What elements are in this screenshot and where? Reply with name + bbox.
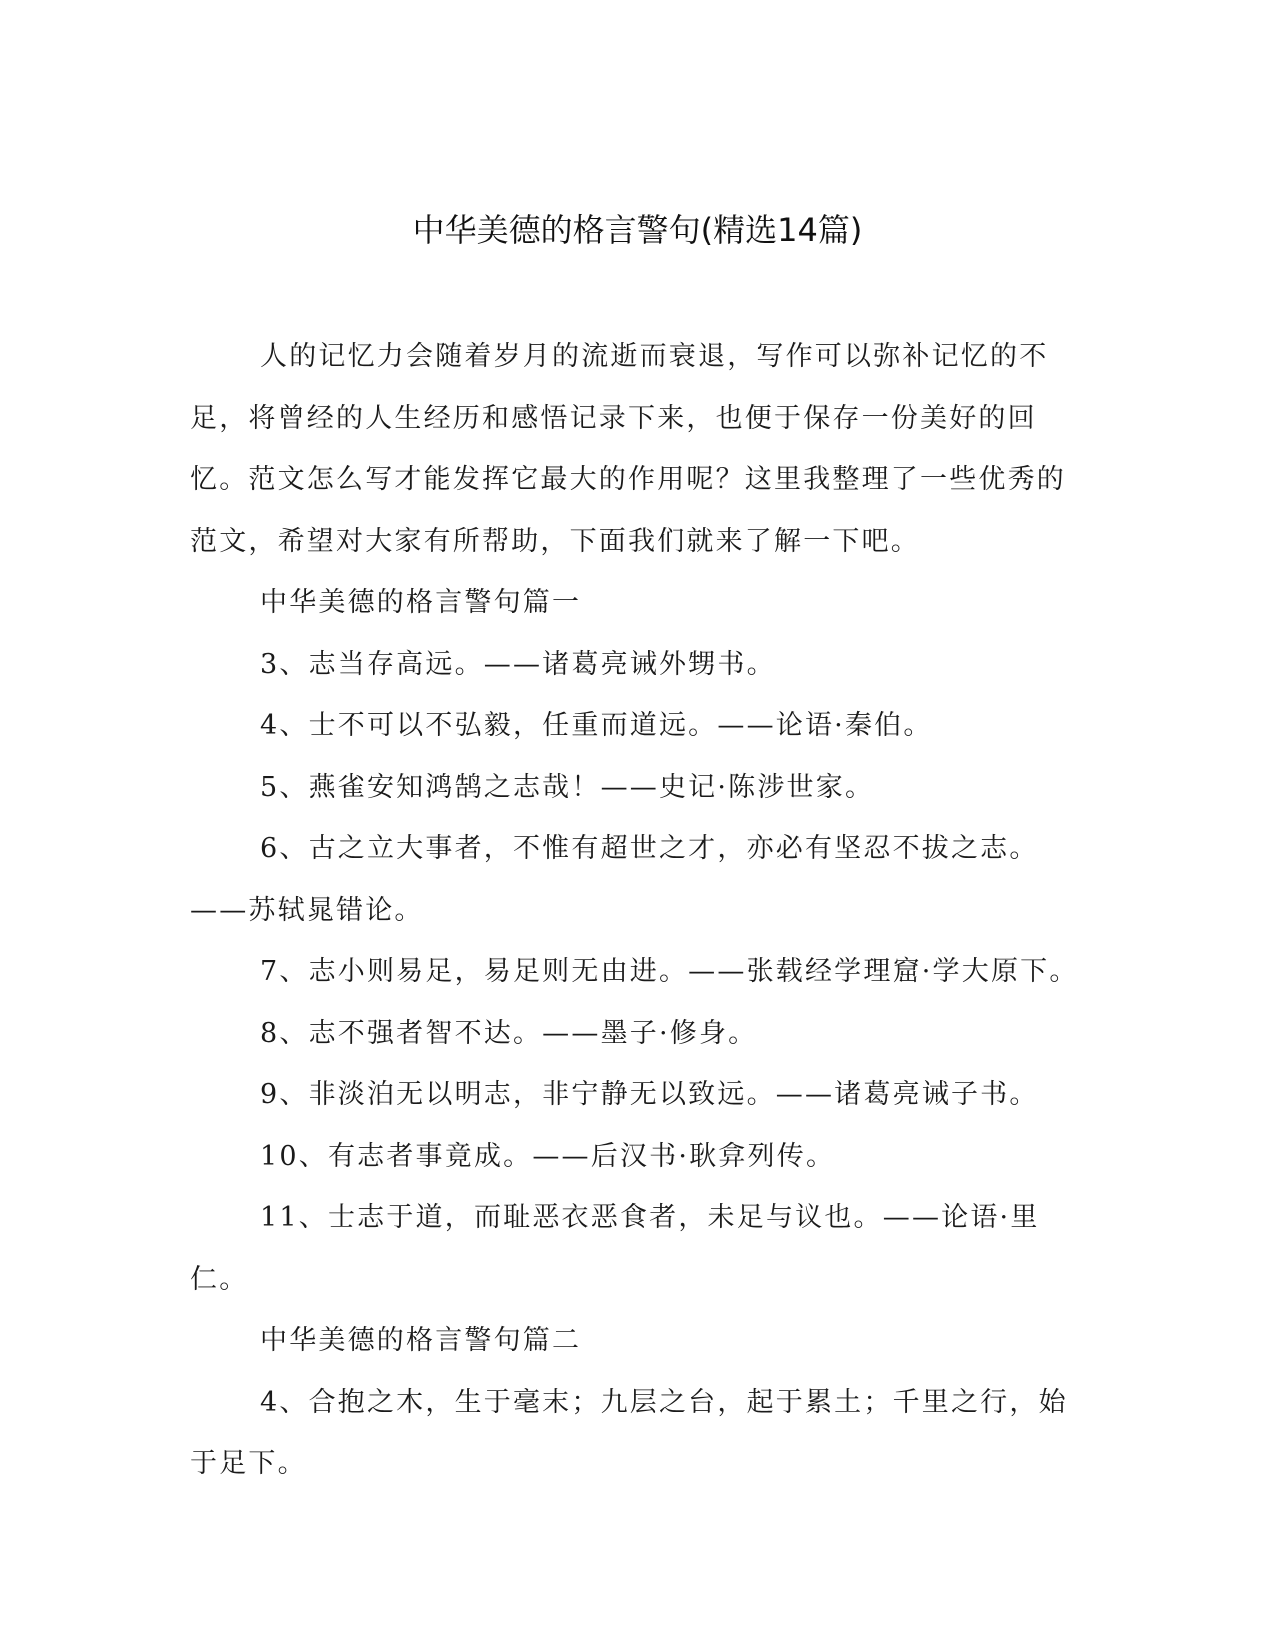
- quote-item: 7、志小则易足，易足则无由进。——张载经学理窟·学大原下。: [260, 956, 1079, 987]
- quote-item: 4、合抱之木，生于毫末；九层之台，起于累土；千里之行，始于足下。: [190, 1386, 1068, 1479]
- quote-item: 5、燕雀安知鸿鹄之志哉！——史记·陈涉世家。: [260, 771, 875, 803]
- quote-item: 11、士志于道，而耻恶衣恶食者，未足与议也。——论语·里仁。: [190, 1202, 1040, 1295]
- section-heading-2: 中华美德的格言警句篇二: [260, 1325, 582, 1356]
- quote-item: 8、志不强者智不达。——墨子·修身。: [260, 1017, 758, 1049]
- quote-item: 3、志当存高远。——诸葛亮诫外甥书。: [260, 648, 776, 680]
- quote-item: 9、非淡泊无以明志，非宁静无以致远。——诸葛亮诫子书。: [260, 1079, 1039, 1110]
- section-heading-1: 中华美德的格言警句篇一: [260, 587, 582, 618]
- quote-item: 6、古之立大事者，不惟有超世之才，亦必有坚忍不拔之志。——苏轼晁错论。: [190, 833, 1039, 926]
- quote-item: 10、有志者事竟成。——后汉书·耿弇列传。: [260, 1140, 836, 1172]
- document-title: 中华美德的格言警句(精选14篇): [412, 211, 863, 249]
- quote-item: 4、士不可以不弘毅，任重而道远。——论语·秦伯。: [260, 710, 933, 741]
- intro-paragraph: 人的记忆力会随着岁月的流逝而衰退，写作可以弥补记忆的不足，将曾经的人生经历和感悟记录下来，也便于保存一份美好的回忆。范文怎么写才能发挥它最大的作用呢？这里我整理了一些优秀的范文，希望对大家有所帮助，下面我们就来了解一下吧。: [190, 341, 1066, 557]
- document-body: [190, 326, 1080, 1495]
